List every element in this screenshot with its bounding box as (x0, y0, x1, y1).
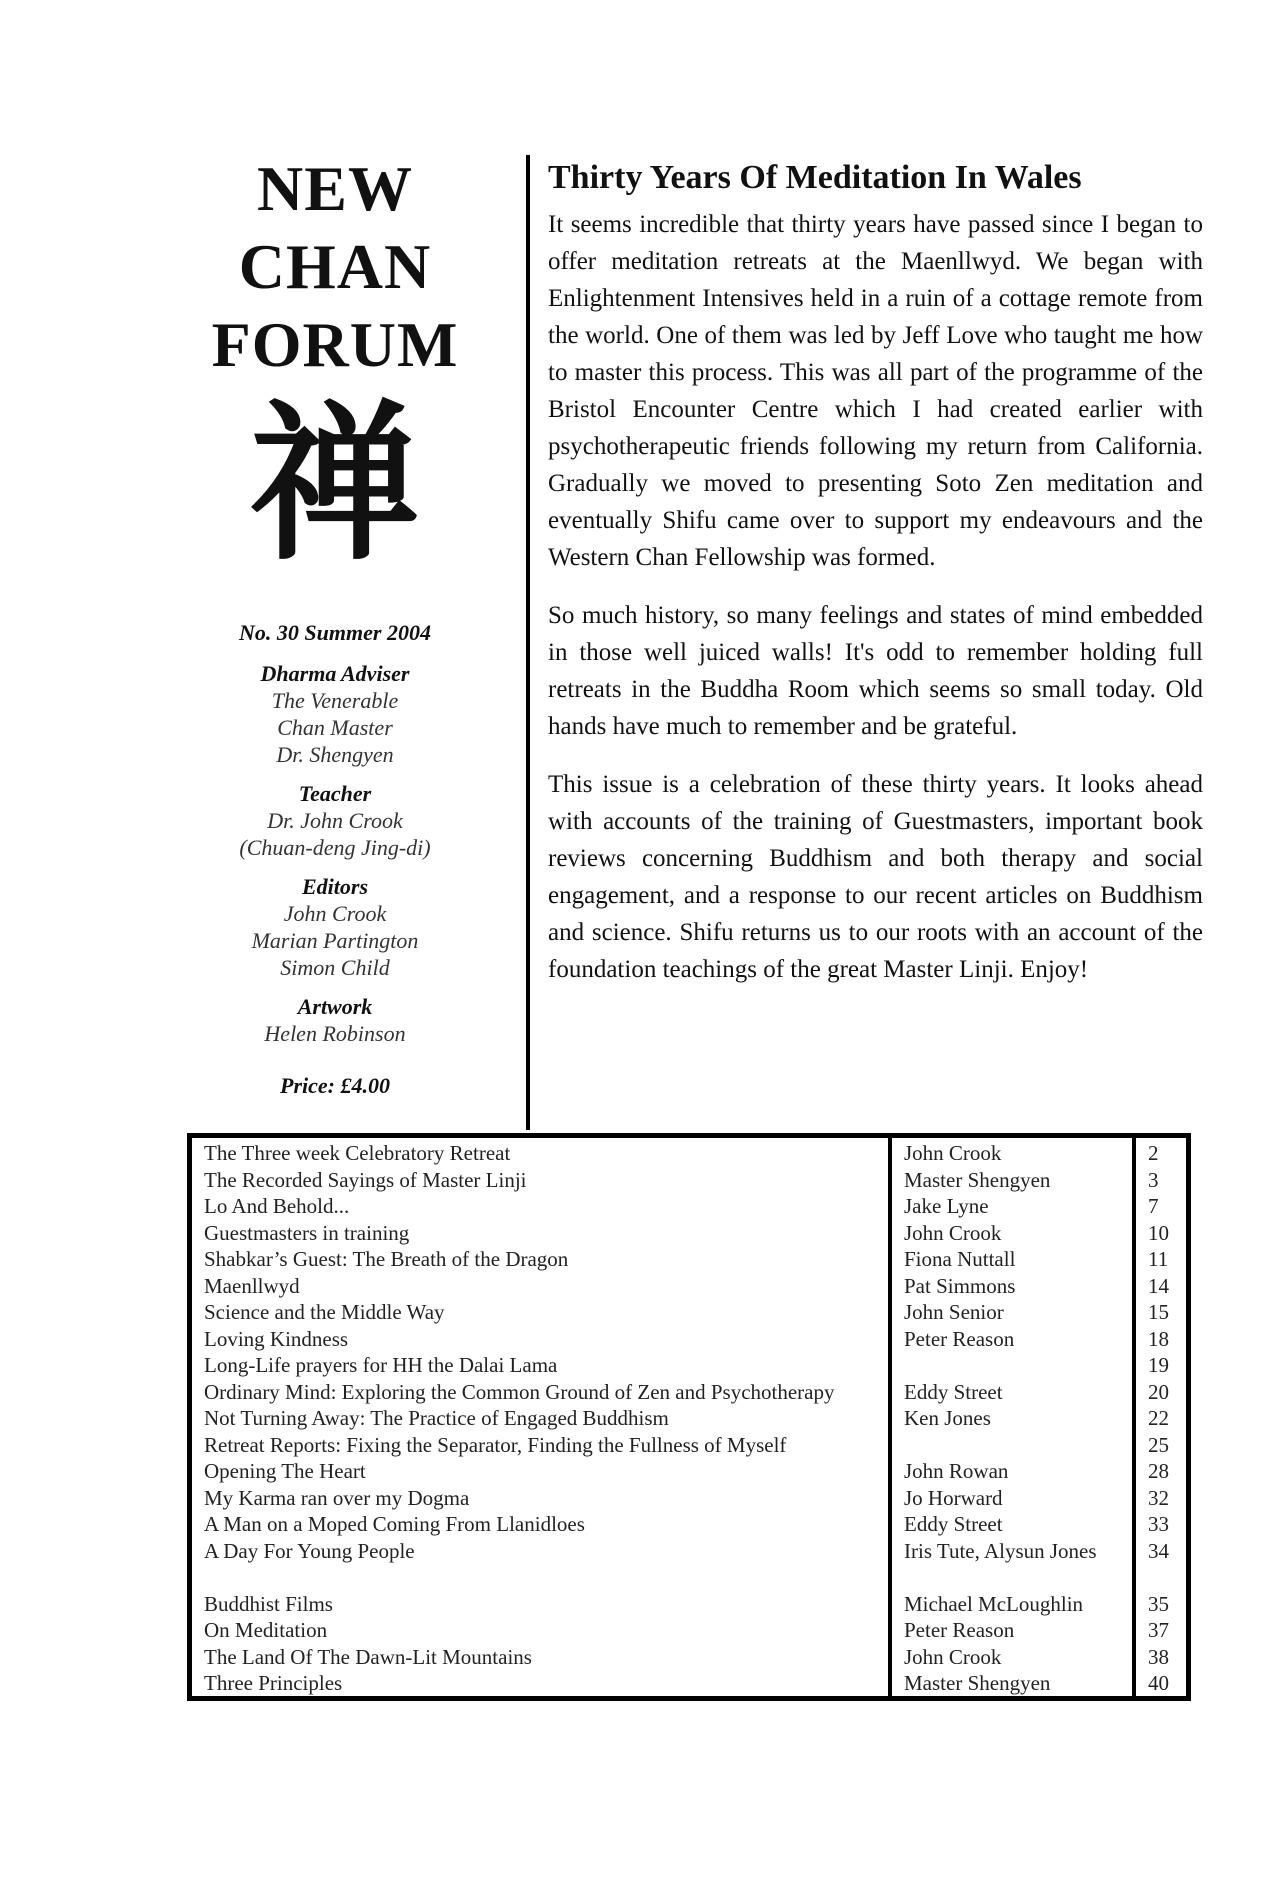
masthead-title-line: FORUM (211, 309, 459, 380)
credit-name: Helen Robinson (264, 1021, 406, 1046)
contents-title: Science and the Middle Way (204, 1300, 445, 1324)
issue-number: No. 30 Summer 2004 (239, 620, 431, 645)
credit-name: The Venerable (271, 688, 399, 713)
masthead-title-line: NEW (257, 153, 413, 224)
contents-page: 22 (1148, 1406, 1169, 1430)
teacher-block (190, 780, 480, 861)
contents-title: Retreat Reports: Fixing the Separator, Finding the Fullness of Myself (204, 1432, 787, 1457)
credit-name: Chan Master (277, 715, 393, 740)
contents-title: Maenllwyd (204, 1273, 300, 1298)
credit-name: Dr. John Crook (267, 808, 403, 833)
contents-title: A Day For Young People (204, 1538, 415, 1563)
contents-author: Ken Jones (904, 1406, 991, 1430)
column-divider (526, 155, 530, 1130)
contents-page: 3 (1148, 1167, 1159, 1192)
contents-title: A Man on a Moped Coming From Llanidloes (204, 1512, 585, 1536)
contents-page: 19 (1148, 1353, 1169, 1377)
role-label: Dharma Adviser (260, 661, 410, 686)
role-label: Teacher (298, 781, 372, 806)
contents-title: Shabkar’s Guest: The Breath of the Dragon (204, 1247, 569, 1271)
price: Price: £4.00 (280, 1073, 390, 1098)
table-row (192, 1644, 1186, 1670)
artwork-block (190, 993, 480, 1047)
table-row (192, 1485, 1186, 1511)
contents-page: 2 (1148, 1141, 1159, 1165)
editorial-article (548, 156, 1203, 1009)
role-label: Editors (301, 874, 369, 899)
table-row (192, 1326, 1186, 1352)
contents-author: Peter Reason (904, 1326, 1015, 1351)
contents-title: The Three week Celebratory Retreat (204, 1141, 511, 1165)
contents-title: Ordinary Mind: Exploring the Common Ground of Zen and Psychotherapy (204, 1379, 835, 1404)
contents-page: 10 (1148, 1220, 1169, 1245)
contents-page: 33 (1148, 1512, 1169, 1536)
contents-page: 28 (1148, 1459, 1169, 1483)
contents-author: Iris Tute, Alysun Jones (904, 1538, 1097, 1563)
table-row (192, 1458, 1186, 1484)
masthead (190, 150, 480, 584)
contents-title: Not Turning Away: The Practice of Engaged Buddhism (204, 1406, 669, 1430)
table-row (192, 1432, 1186, 1458)
contents-page: 32 (1148, 1485, 1169, 1510)
contents-author: John Crook (904, 1220, 1002, 1245)
contents-page: 20 (1148, 1379, 1169, 1404)
contents-author: Michael McLoughlin (904, 1591, 1084, 1616)
contents-title: Lo And Behold... (204, 1194, 350, 1218)
contents-page: 40 (1148, 1671, 1169, 1695)
contents-title: The Land Of The Dawn-Lit Mountains (204, 1644, 532, 1669)
editors-block (190, 873, 480, 981)
contents-page: 34 (1148, 1538, 1169, 1563)
table-row (192, 1538, 1186, 1564)
contents-author: Master Shengyen (904, 1167, 1051, 1192)
dharma-adviser-block (190, 660, 480, 768)
contents-author: Eddy Street (904, 1512, 1003, 1536)
role-label: Artwork (297, 994, 373, 1019)
contents-page: 37 (1148, 1618, 1169, 1642)
contents-title: Guestmasters in training (204, 1220, 410, 1245)
table-row (192, 1193, 1186, 1219)
chan-calligraphy: 禅 (249, 384, 420, 584)
contents-author: Jake Lyne (904, 1194, 989, 1218)
contents-title: Loving Kindness (204, 1326, 349, 1351)
contents-author: Pat Simmons (904, 1273, 1016, 1298)
article-title: Thirty Years Of Meditation In Wales (548, 159, 1082, 196)
table-row (192, 1405, 1186, 1431)
credit-name: John Crook (283, 901, 387, 926)
contents-author: Fiona Nuttall (904, 1247, 1016, 1271)
contents-page: 25 (1148, 1432, 1169, 1457)
contents-author: John Crook (904, 1644, 1002, 1669)
contents-page: 11 (1148, 1247, 1169, 1271)
table-row (192, 1273, 1186, 1299)
table-row (192, 1167, 1186, 1193)
table-row (192, 1511, 1186, 1537)
contents-title: The Recorded Sayings of Master Linji (204, 1167, 527, 1192)
contents-title: Long-Life prayers for HH the Dalai Lama (204, 1353, 558, 1377)
contents-title: On Meditation (204, 1618, 328, 1642)
table-row (192, 1299, 1186, 1325)
contents-author: John Rowan (904, 1459, 1009, 1483)
contents-author: Master Shengyen (904, 1671, 1051, 1695)
credit-name: Marian Partington (251, 928, 419, 953)
contents-title: Three Principles (204, 1671, 343, 1695)
masthead-title-line: CHAN (238, 231, 432, 302)
table-row (192, 1352, 1186, 1378)
article-paragraph: So much history, so many feelings and states of mind embedded in those well juiced walls! It's odd to remember holding full retreats in the Buddha Room which seems so small today. Old hands have much to remember and be grateful. (548, 602, 1203, 740)
table-row (192, 1591, 1186, 1617)
table-row (192, 1246, 1186, 1272)
contents-author: John Crook (904, 1141, 1002, 1165)
article-paragraph: It seems incredible that thirty years have passed since I began to offer meditation retreats at the Maenllwyd. We began with Enlightenment Intensives held in a ruin of a cottage remote from the world. One of them was led by Jeff Love who taught me how to master this process. This was all part of the programme of the Bristol Encounter Centre which I had created earlier with psychotherapeutic friends following my return from California. Gradually we moved to presenting Soto Zen meditation and eventually Shifu came over to support my endeavours and the Western Chan Fellowship was formed. (548, 211, 1203, 571)
contents-page: 7 (1148, 1194, 1159, 1218)
contents-author: Eddy Street (904, 1379, 1003, 1404)
contents-title: Buddhist Films (204, 1591, 333, 1616)
contents-table (187, 1133, 1191, 1701)
contents-title: Opening The Heart (204, 1459, 366, 1483)
contents-page: 38 (1148, 1644, 1169, 1669)
article-paragraph: This issue is a celebration of these thirty years. It looks ahead with accounts of the training of Guestmasters, important book reviews concerning Buddhism and both therapy and social engagement, and a response to our recent articles on Buddhism and science. Shifu returns us to our roots with an account of the foundation teachings of the great Master Linji. Enjoy! (548, 771, 1203, 983)
contents-title: My Karma ran over my Dogma (204, 1485, 470, 1510)
credit-name: Simon Child (280, 955, 390, 980)
table-row (192, 1379, 1186, 1405)
contents-page: 35 (1148, 1591, 1169, 1616)
table-row (192, 1220, 1186, 1246)
table-row (192, 1670, 1186, 1696)
credit-name: Dr. Shengyen (276, 742, 394, 767)
contents-author: John Senior (904, 1300, 1004, 1324)
table-row (192, 1140, 1186, 1166)
contents-page: 18 (1148, 1326, 1169, 1351)
credits (190, 620, 480, 1099)
contents-page: 14 (1148, 1273, 1169, 1298)
contents-page: 15 (1148, 1300, 1169, 1324)
contents-author: Jo Horward (904, 1485, 1003, 1510)
credit-name: (Chuan-deng Jing-di) (239, 835, 431, 860)
table-row (192, 1617, 1186, 1643)
contents-author: Peter Reason (904, 1618, 1015, 1642)
